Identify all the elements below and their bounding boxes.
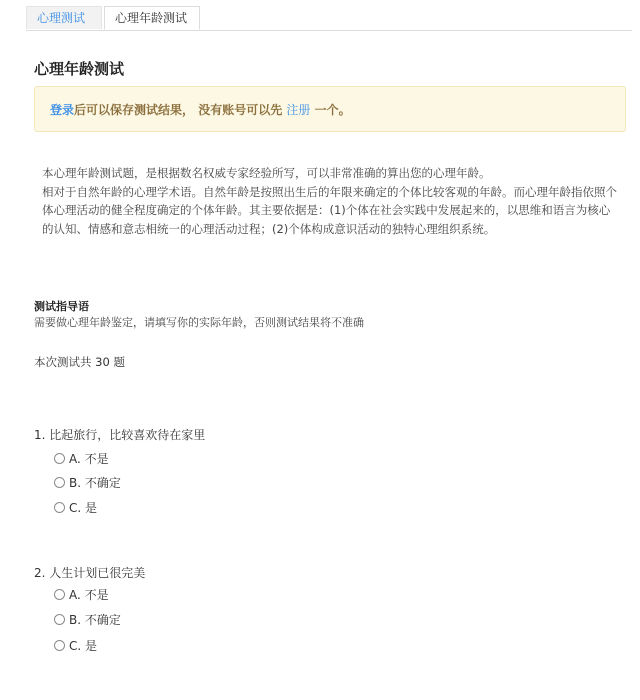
q1-option-c[interactable] [54,499,97,515]
login-alert [34,86,626,132]
test-description [42,164,620,238]
question-2-text: 2. 人生计划已很完美 [34,566,146,580]
alert-middle-text: 后可以保存测试结果， 没有账号可以先 [74,103,283,117]
tab-psych-tests[interactable]: 心理测试 [26,6,102,29]
tab-bar [26,6,632,31]
option-label: B. 不确定 [69,612,121,627]
page-title: 心理年龄测试 [34,60,125,78]
count-prefix: 本次测试共 [34,355,92,369]
option-label: A. 不是 [69,587,109,602]
login-link[interactable]: 登录 [50,103,75,117]
radio-button-icon[interactable] [54,453,65,464]
radio-button-icon[interactable] [54,589,65,600]
guide-text: 需要做心理年龄鉴定，请填写你的实际年龄，否则测试结果将不准确 [34,316,364,329]
count-suffix: 题 [113,355,125,369]
q2-option-a[interactable] [54,586,109,602]
tab-psych-age-test[interactable]: 心理年龄测试 [104,6,200,30]
q2-option-b[interactable] [54,611,121,627]
register-link[interactable]: 注册 [286,103,311,117]
description-line-1: 本心理年龄测试题，是根据数名权威专家经验所写，可以非常准确的算出您的心理年龄。 [42,166,491,180]
q2-option-c[interactable] [54,637,97,653]
question-1-text: 1. 比起旅行，比较喜欢待在家里 [34,428,206,442]
guide-title: 测试指导语 [34,300,89,313]
option-label: A. 不是 [69,451,109,466]
description-line-2: 相对于自然年龄的心理学术语。自然年龄是按照出生后的年限来确定的个体比较客观的年龄。而心理年龄指依照个体心理活动的健全程度确定的个体年龄。其主要依据是：(1)个体在社会实践中发展起来的，以思维和语言为核心的认知、情感和意志相统一的心理活动过程；(2)个体构成意识活动的独特心理组织系统。 [42,184,617,236]
radio-button-icon[interactable] [54,477,65,488]
alert-text [50,101,351,118]
count-number: 30 [95,355,110,369]
option-label: C. 是 [69,500,98,515]
alert-end-text: 一个。 [314,103,351,117]
radio-button-icon[interactable] [54,640,65,651]
question-count [34,354,125,370]
option-label: C. 是 [69,638,98,653]
radio-button-icon[interactable] [54,614,65,625]
q1-option-a[interactable] [54,450,109,466]
q1-option-b[interactable] [54,474,121,490]
radio-button-icon[interactable] [54,502,65,513]
option-label: B. 不确定 [69,475,121,490]
